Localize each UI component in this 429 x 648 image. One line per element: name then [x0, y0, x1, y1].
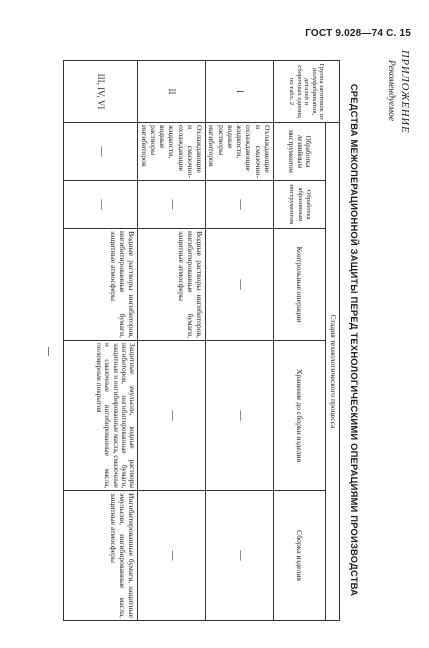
- margin-mark: [48, 347, 49, 356]
- header-process-stage: Стадия технологического процесса: [326, 123, 340, 621]
- header-inspection: Контрольные операции: [274, 229, 326, 341]
- row-group-cell: II: [138, 61, 206, 123]
- row-blade-cell: Охлаждающие и смазочно-охлаждающие жидкости, водные растворы ингибиторов: [206, 123, 274, 181]
- appendix-subtitle: Рекомендуемое: [386, 60, 396, 122]
- table-row: [138, 61, 206, 621]
- row-inspection-cell: Водные растворы ингибиторов, ингибитированные бумаги, защитные атмосферы: [138, 229, 206, 341]
- row-group-cell: III, IV, VI: [64, 61, 138, 123]
- page-header: ГОСТ 9.028—74 С. 15: [305, 28, 411, 39]
- row-inspection-cell: —: [206, 229, 274, 341]
- protection-table: [64, 60, 341, 621]
- header-group: Группа заготовок из полуфабрикатов, деталей и сборочных единиц по табл. 2: [274, 61, 340, 123]
- row-abrasive-cell: —: [138, 181, 206, 229]
- rotated-table-block: [94, 60, 360, 620]
- row-inspection-cell: Водные растворы ингибиторов, ингибитированные бумаги, защитные атмосферы: [64, 229, 138, 341]
- row-assembly-cell: —: [206, 491, 274, 621]
- row-group-cell: I: [206, 61, 274, 123]
- header-storage: Хранение до сборки изделия: [274, 341, 326, 491]
- appendix-title: ПРИЛОЖЕНИЕ: [399, 50, 410, 134]
- table-row: [206, 61, 274, 621]
- row-blade-cell: Охлаждающие и смазочно-охлаждающие жидкости, водные растворы ингибиторов: [138, 123, 206, 181]
- row-storage-cell: Защитные эмульсии, водные растворы ингибиторов, ингибитированные бумаги, защитные и ингибированные масла, смазочные и смазочные ингибированные масла, полимерные покрытия: [64, 341, 138, 491]
- row-abrasive-cell: —: [206, 181, 274, 229]
- row-storage-cell: —: [138, 341, 206, 491]
- table-row: [64, 61, 138, 621]
- appendix-label: [384, 50, 424, 230]
- row-blade-cell: —: [64, 123, 138, 181]
- header-abrasive-machining: Обработка абразивным инструментом: [274, 181, 326, 229]
- table-title: СРЕДСТВА МЕЖОПЕРАЦИОННОЙ ЗАЩИТЫ ПЕРЕД ТЕХНОЛОГИЧЕСКИМИ ОПЕРАЦИЯМИ ПРОИЗВОДСТВА: [349, 83, 360, 597]
- header-assembly: Сборка изделия: [274, 491, 326, 621]
- header-blade-machining: Обработка лезвийным инструментом: [274, 123, 326, 181]
- row-abrasive-cell: —: [64, 181, 138, 229]
- row-assembly-cell: Ингибитированные бумаги, защитные эмульсии, ингибированные масла, защитные атмосферы: [64, 491, 138, 621]
- row-storage-cell: —: [206, 341, 274, 491]
- row-assembly-cell: —: [138, 491, 206, 621]
